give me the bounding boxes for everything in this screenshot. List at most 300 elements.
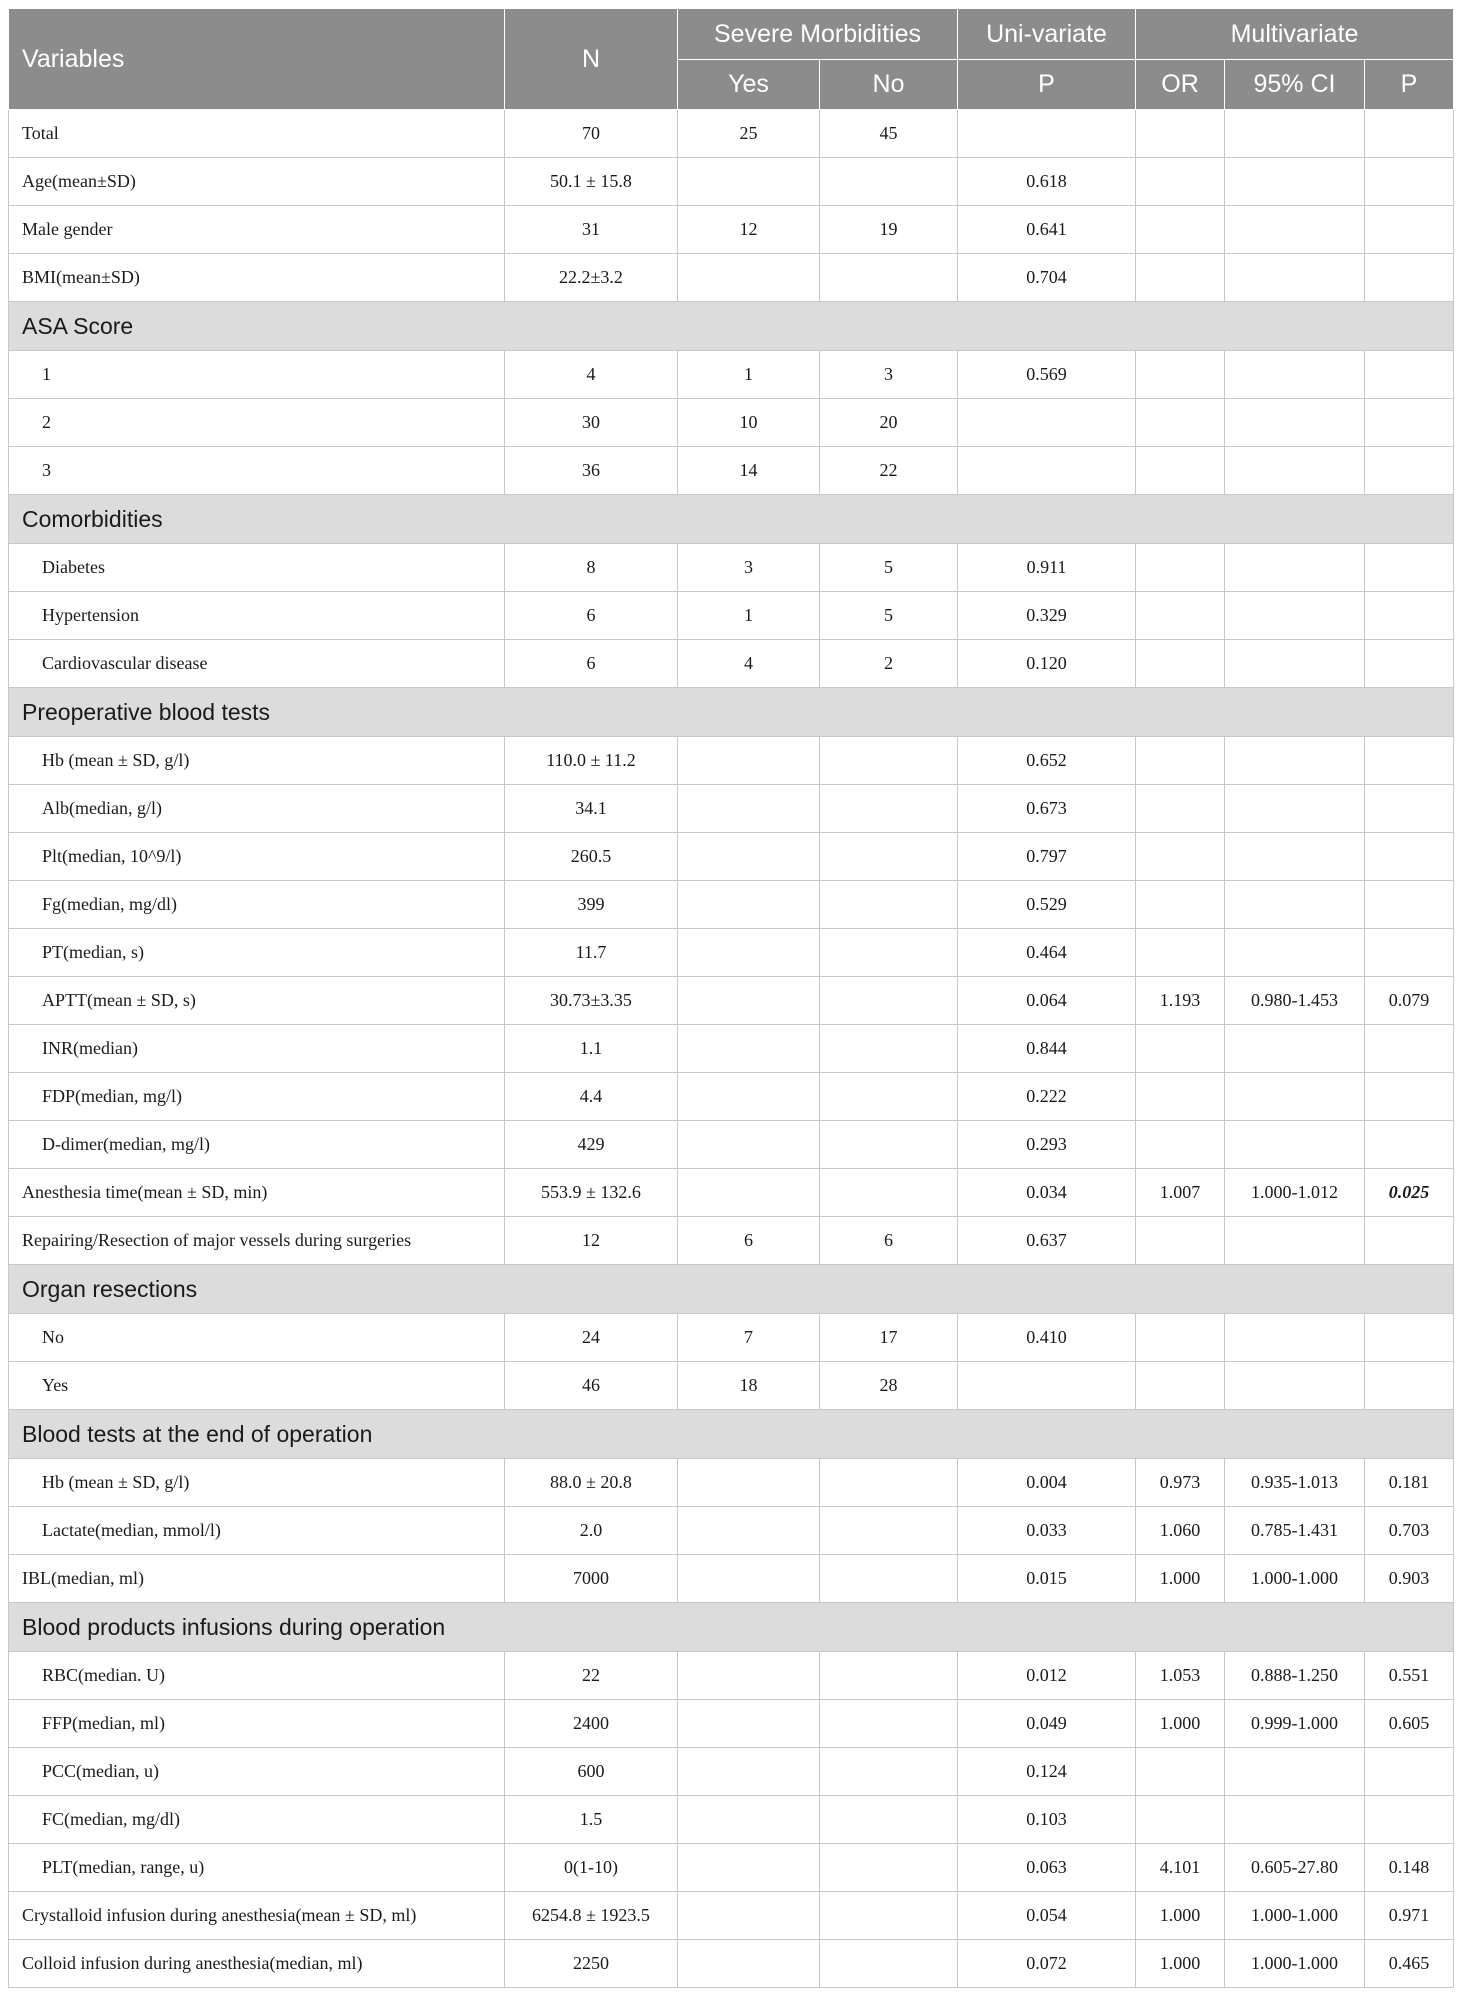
cell-or — [1136, 1217, 1225, 1265]
cell-ci — [1225, 1121, 1365, 1169]
cell-variable: Yes — [9, 1362, 505, 1410]
cell-p-univariate: 0.844 — [958, 1025, 1136, 1073]
cell-ci — [1225, 399, 1365, 447]
cell-variable: PCC(median, u) — [9, 1748, 505, 1796]
cell-ci — [1225, 929, 1365, 977]
cell-p-multivariate: 0.181 — [1365, 1459, 1454, 1507]
cell-n: 12 — [505, 1217, 678, 1265]
cell-p-multivariate — [1365, 1025, 1454, 1073]
table-row — [9, 1748, 1454, 1796]
cell-n: 88.0 ± 20.8 — [505, 1459, 678, 1507]
section-row — [9, 1410, 1454, 1459]
cell-p-univariate: 0.652 — [958, 737, 1136, 785]
table-row — [9, 399, 1454, 447]
cell-p-univariate: 0.673 — [958, 785, 1136, 833]
cell-ci: 0.888-1.250 — [1225, 1652, 1365, 1700]
cell-yes — [678, 1940, 820, 1988]
table-row — [9, 737, 1454, 785]
table-row — [9, 254, 1454, 302]
cell-p-univariate — [958, 110, 1136, 158]
cell-no: 5 — [820, 544, 958, 592]
table-row — [9, 785, 1454, 833]
cell-p-multivariate: 0.079 — [1365, 977, 1454, 1025]
cell-p-multivariate: 0.551 — [1365, 1652, 1454, 1700]
cell-variable: No — [9, 1314, 505, 1362]
cell-n: 110.0 ± 11.2 — [505, 737, 678, 785]
cell-no: 22 — [820, 447, 958, 495]
section-label: Organ resections — [9, 1265, 1454, 1314]
cell-ci: 0.605-27.80 — [1225, 1844, 1365, 1892]
cell-p-multivariate — [1365, 1362, 1454, 1410]
cell-p-multivariate: 0.605 — [1365, 1700, 1454, 1748]
table-row — [9, 977, 1454, 1025]
cell-variable: 1 — [9, 351, 505, 399]
table-row — [9, 833, 1454, 881]
cell-n: 70 — [505, 110, 678, 158]
cell-n: 553.9 ± 132.6 — [505, 1169, 678, 1217]
cell-variable: Fg(median, mg/dl) — [9, 881, 505, 929]
cell-no — [820, 1748, 958, 1796]
cell-variable: Alb(median, g/l) — [9, 785, 505, 833]
cell-p-multivariate — [1365, 158, 1454, 206]
cell-no — [820, 881, 958, 929]
cell-yes: 10 — [678, 399, 820, 447]
cell-variable: Male gender — [9, 206, 505, 254]
cell-no — [820, 1892, 958, 1940]
table-row — [9, 1892, 1454, 1940]
cell-variable: Hb (mean ± SD, g/l) — [9, 1459, 505, 1507]
header-p-multivariate: P — [1365, 60, 1454, 110]
cell-no — [820, 1073, 958, 1121]
cell-p-univariate: 0.015 — [958, 1555, 1136, 1603]
table-row — [9, 110, 1454, 158]
cell-ci: 0.980-1.453 — [1225, 977, 1365, 1025]
cell-p-multivariate — [1365, 833, 1454, 881]
header-variables: Variables — [9, 9, 505, 110]
cell-p-multivariate: 0.025 — [1365, 1169, 1454, 1217]
cell-no — [820, 1940, 958, 1988]
cell-n: 6254.8 ± 1923.5 — [505, 1892, 678, 1940]
cell-p-univariate: 0.064 — [958, 977, 1136, 1025]
table-row — [9, 1507, 1454, 1555]
cell-or: 4.101 — [1136, 1844, 1225, 1892]
section-row — [9, 1265, 1454, 1314]
table-row — [9, 1025, 1454, 1073]
cell-yes — [678, 1507, 820, 1555]
cell-n: 30.73±3.35 — [505, 977, 678, 1025]
cell-n: 4 — [505, 351, 678, 399]
cell-n: 2250 — [505, 1940, 678, 1988]
cell-or: 1.007 — [1136, 1169, 1225, 1217]
cell-yes — [678, 1555, 820, 1603]
cell-n: 31 — [505, 206, 678, 254]
cell-n: 2.0 — [505, 1507, 678, 1555]
cell-ci — [1225, 737, 1365, 785]
cell-or — [1136, 737, 1225, 785]
section-row — [9, 1603, 1454, 1652]
cell-ci: 0.935-1.013 — [1225, 1459, 1365, 1507]
cell-p-multivariate — [1365, 1796, 1454, 1844]
cell-ci — [1225, 206, 1365, 254]
cell-variable: PLT(median, range, u) — [9, 1844, 505, 1892]
cell-p-univariate: 0.529 — [958, 881, 1136, 929]
cell-p-univariate: 0.637 — [958, 1217, 1136, 1265]
cell-n: 6 — [505, 592, 678, 640]
cell-variable: FFP(median, ml) — [9, 1700, 505, 1748]
cell-or: 1.060 — [1136, 1507, 1225, 1555]
results-table-container — [8, 8, 1453, 1988]
cell-yes — [678, 785, 820, 833]
cell-p-multivariate — [1365, 351, 1454, 399]
cell-no: 28 — [820, 1362, 958, 1410]
header-no: No — [820, 60, 958, 110]
section-label: Preoperative blood tests — [9, 688, 1454, 737]
cell-or — [1136, 592, 1225, 640]
section-label: Blood tests at the end of operation — [9, 1410, 1454, 1459]
cell-or — [1136, 206, 1225, 254]
cell-or — [1136, 640, 1225, 688]
cell-or — [1136, 1748, 1225, 1796]
cell-p-univariate: 0.329 — [958, 592, 1136, 640]
cell-n: 11.7 — [505, 929, 678, 977]
cell-variable: Age(mean±SD) — [9, 158, 505, 206]
cell-n: 36 — [505, 447, 678, 495]
section-row — [9, 302, 1454, 351]
cell-p-univariate: 0.410 — [958, 1314, 1136, 1362]
cell-yes — [678, 1844, 820, 1892]
cell-no — [820, 737, 958, 785]
cell-variable: 2 — [9, 399, 505, 447]
cell-or — [1136, 1025, 1225, 1073]
cell-n: 46 — [505, 1362, 678, 1410]
cell-ci — [1225, 881, 1365, 929]
cell-yes — [678, 1796, 820, 1844]
cell-variable: BMI(mean±SD) — [9, 254, 505, 302]
cell-or — [1136, 399, 1225, 447]
cell-yes: 14 — [678, 447, 820, 495]
cell-variable: 3 — [9, 447, 505, 495]
cell-n: 4.4 — [505, 1073, 678, 1121]
table-row — [9, 1217, 1454, 1265]
cell-ci: 1.000-1.000 — [1225, 1892, 1365, 1940]
cell-variable: IBL(median, ml) — [9, 1555, 505, 1603]
cell-ci — [1225, 544, 1365, 592]
cell-ci — [1225, 1362, 1365, 1410]
cell-n: 260.5 — [505, 833, 678, 881]
cell-no: 6 — [820, 1217, 958, 1265]
cell-n: 22 — [505, 1652, 678, 1700]
table-row — [9, 1121, 1454, 1169]
header-univariate: Uni-variate — [958, 9, 1136, 60]
cell-ci — [1225, 351, 1365, 399]
table-row — [9, 1073, 1454, 1121]
cell-yes — [678, 1169, 820, 1217]
cell-n: 600 — [505, 1748, 678, 1796]
cell-variable: Diabetes — [9, 544, 505, 592]
cell-no: 2 — [820, 640, 958, 688]
cell-p-univariate: 0.222 — [958, 1073, 1136, 1121]
table-row — [9, 544, 1454, 592]
cell-p-univariate: 0.012 — [958, 1652, 1136, 1700]
cell-or — [1136, 254, 1225, 302]
cell-p-univariate: 0.704 — [958, 254, 1136, 302]
cell-or — [1136, 881, 1225, 929]
section-label: Blood products infusions during operation — [9, 1603, 1454, 1652]
cell-no — [820, 254, 958, 302]
cell-p-multivariate — [1365, 399, 1454, 447]
cell-p-multivariate: 0.703 — [1365, 1507, 1454, 1555]
cell-yes: 12 — [678, 206, 820, 254]
cell-p-multivariate — [1365, 929, 1454, 977]
cell-p-univariate: 0.054 — [958, 1892, 1136, 1940]
cell-or — [1136, 1121, 1225, 1169]
cell-p-univariate: 0.797 — [958, 833, 1136, 881]
table-row — [9, 447, 1454, 495]
cell-n: 8 — [505, 544, 678, 592]
cell-variable: Anesthesia time(mean ± SD, min) — [9, 1169, 505, 1217]
cell-no — [820, 1652, 958, 1700]
cell-ci — [1225, 640, 1365, 688]
cell-variable: Cardiovascular disease — [9, 640, 505, 688]
header-ci: 95% CI — [1225, 60, 1365, 110]
cell-p-multivariate — [1365, 110, 1454, 158]
cell-variable: Plt(median, 10^9/l) — [9, 833, 505, 881]
cell-no: 5 — [820, 592, 958, 640]
cell-or — [1136, 1362, 1225, 1410]
cell-variable: PT(median, s) — [9, 929, 505, 977]
cell-variable: FDP(median, mg/l) — [9, 1073, 505, 1121]
cell-variable: Colloid infusion during anesthesia(median, ml) — [9, 1940, 505, 1988]
cell-or: 1.193 — [1136, 977, 1225, 1025]
cell-n: 1.1 — [505, 1025, 678, 1073]
cell-ci: 1.000-1.012 — [1225, 1169, 1365, 1217]
header-p-univariate: P — [958, 60, 1136, 110]
cell-n: 30 — [505, 399, 678, 447]
header-n: N — [505, 9, 678, 110]
table-header — [9, 9, 1454, 110]
cell-p-univariate: 0.004 — [958, 1459, 1136, 1507]
table-row — [9, 1169, 1454, 1217]
table-row — [9, 351, 1454, 399]
cell-p-multivariate: 0.465 — [1365, 1940, 1454, 1988]
cell-p-multivariate — [1365, 447, 1454, 495]
cell-yes: 4 — [678, 640, 820, 688]
cell-n: 7000 — [505, 1555, 678, 1603]
table-row — [9, 929, 1454, 977]
header-severe-morbidities: Severe Morbidities — [678, 9, 958, 60]
cell-p-multivariate — [1365, 881, 1454, 929]
cell-variable: INR(median) — [9, 1025, 505, 1073]
cell-no — [820, 1459, 958, 1507]
cell-ci: 0.785-1.431 — [1225, 1507, 1365, 1555]
cell-variable: Total — [9, 110, 505, 158]
section-label: Comorbidities — [9, 495, 1454, 544]
cell-yes — [678, 1025, 820, 1073]
section-row — [9, 688, 1454, 737]
cell-yes — [678, 881, 820, 929]
cell-yes — [678, 929, 820, 977]
cell-no: 19 — [820, 206, 958, 254]
cell-no — [820, 158, 958, 206]
table-row — [9, 1700, 1454, 1748]
cell-p-univariate: 0.103 — [958, 1796, 1136, 1844]
cell-no: 20 — [820, 399, 958, 447]
cell-p-univariate: 0.033 — [958, 1507, 1136, 1555]
cell-p-univariate: 0.072 — [958, 1940, 1136, 1988]
cell-ci: 0.999-1.000 — [1225, 1700, 1365, 1748]
table-body — [9, 110, 1454, 1988]
cell-p-univariate — [958, 1362, 1136, 1410]
cell-ci — [1225, 1217, 1365, 1265]
section-row — [9, 495, 1454, 544]
cell-yes — [678, 1700, 820, 1748]
cell-variable: Lactate(median, mmol/l) — [9, 1507, 505, 1555]
cell-p-univariate — [958, 399, 1136, 447]
cell-ci: 1.000-1.000 — [1225, 1555, 1365, 1603]
cell-no — [820, 833, 958, 881]
cell-yes — [678, 737, 820, 785]
header-yes: Yes — [678, 60, 820, 110]
cell-yes: 1 — [678, 351, 820, 399]
cell-p-univariate: 0.464 — [958, 929, 1136, 977]
cell-n: 2400 — [505, 1700, 678, 1748]
cell-no: 17 — [820, 1314, 958, 1362]
cell-ci — [1225, 110, 1365, 158]
cell-no — [820, 929, 958, 977]
cell-yes: 7 — [678, 1314, 820, 1362]
table-row — [9, 1940, 1454, 1988]
cell-no — [820, 785, 958, 833]
table-row — [9, 1844, 1454, 1892]
cell-n: 429 — [505, 1121, 678, 1169]
table-row — [9, 158, 1454, 206]
cell-yes — [678, 158, 820, 206]
cell-ci — [1225, 447, 1365, 495]
cell-p-multivariate — [1365, 206, 1454, 254]
cell-p-multivariate — [1365, 785, 1454, 833]
cell-yes — [678, 1459, 820, 1507]
table-row — [9, 640, 1454, 688]
cell-no — [820, 1555, 958, 1603]
cell-p-univariate: 0.293 — [958, 1121, 1136, 1169]
cell-p-univariate — [958, 447, 1136, 495]
cell-yes: 18 — [678, 1362, 820, 1410]
cell-p-univariate: 0.049 — [958, 1700, 1136, 1748]
cell-ci — [1225, 833, 1365, 881]
cell-or — [1136, 1073, 1225, 1121]
cell-n: 22.2±3.2 — [505, 254, 678, 302]
cell-p-multivariate: 0.971 — [1365, 1892, 1454, 1940]
cell-no: 3 — [820, 351, 958, 399]
cell-variable: FC(median, mg/dl) — [9, 1796, 505, 1844]
cell-yes: 25 — [678, 110, 820, 158]
cell-n: 34.1 — [505, 785, 678, 833]
cell-or — [1136, 351, 1225, 399]
cell-p-multivariate — [1365, 254, 1454, 302]
cell-ci: 1.000-1.000 — [1225, 1940, 1365, 1988]
cell-yes — [678, 1748, 820, 1796]
cell-n: 0(1-10) — [505, 1844, 678, 1892]
cell-variable: RBC(median. U) — [9, 1652, 505, 1700]
cell-no — [820, 977, 958, 1025]
cell-p-multivariate: 0.903 — [1365, 1555, 1454, 1603]
header-multivariate: Multivariate — [1136, 9, 1454, 60]
table-row — [9, 1555, 1454, 1603]
cell-no — [820, 1025, 958, 1073]
table-row — [9, 1362, 1454, 1410]
cell-no — [820, 1121, 958, 1169]
cell-variable: Crystalloid infusion during anesthesia(mean ± SD, ml) — [9, 1892, 505, 1940]
cell-p-multivariate — [1365, 1314, 1454, 1362]
table-row — [9, 1314, 1454, 1362]
cell-p-multivariate — [1365, 592, 1454, 640]
cell-p-multivariate — [1365, 1073, 1454, 1121]
table-row — [9, 1459, 1454, 1507]
cell-yes: 1 — [678, 592, 820, 640]
cell-no — [820, 1844, 958, 1892]
cell-yes — [678, 977, 820, 1025]
cell-p-multivariate — [1365, 1748, 1454, 1796]
cell-or — [1136, 1314, 1225, 1362]
cell-p-univariate: 0.120 — [958, 640, 1136, 688]
cell-ci — [1225, 592, 1365, 640]
cell-or: 1.000 — [1136, 1555, 1225, 1603]
cell-yes — [678, 833, 820, 881]
cell-or — [1136, 833, 1225, 881]
cell-n: 50.1 ± 15.8 — [505, 158, 678, 206]
cell-n: 1.5 — [505, 1796, 678, 1844]
cell-p-univariate: 0.618 — [958, 158, 1136, 206]
cell-or: 1.000 — [1136, 1940, 1225, 1988]
table-row — [9, 881, 1454, 929]
table-row — [9, 1652, 1454, 1700]
cell-p-multivariate — [1365, 1217, 1454, 1265]
cell-n: 24 — [505, 1314, 678, 1362]
cell-p-multivariate — [1365, 544, 1454, 592]
cell-p-univariate: 0.063 — [958, 1844, 1136, 1892]
cell-yes: 3 — [678, 544, 820, 592]
cell-variable: D-dimer(median, mg/l) — [9, 1121, 505, 1169]
table-row — [9, 592, 1454, 640]
cell-p-multivariate — [1365, 640, 1454, 688]
cell-or — [1136, 158, 1225, 206]
cell-ci — [1225, 785, 1365, 833]
cell-no — [820, 1507, 958, 1555]
cell-ci — [1225, 158, 1365, 206]
cell-no — [820, 1796, 958, 1844]
cell-no — [820, 1700, 958, 1748]
cell-no — [820, 1169, 958, 1217]
cell-p-univariate: 0.034 — [958, 1169, 1136, 1217]
cell-ci — [1225, 1314, 1365, 1362]
cell-yes — [678, 1073, 820, 1121]
cell-p-multivariate — [1365, 737, 1454, 785]
cell-or: 1.053 — [1136, 1652, 1225, 1700]
cell-p-univariate: 0.911 — [958, 544, 1136, 592]
cell-or — [1136, 544, 1225, 592]
cell-yes — [678, 1892, 820, 1940]
section-label: ASA Score — [9, 302, 1454, 351]
cell-p-multivariate — [1365, 1121, 1454, 1169]
results-table — [8, 8, 1454, 1988]
cell-variable: Hypertension — [9, 592, 505, 640]
cell-or — [1136, 929, 1225, 977]
cell-ci — [1225, 1025, 1365, 1073]
cell-ci — [1225, 254, 1365, 302]
cell-variable: Repairing/Resection of major vessels during surgeries — [9, 1217, 505, 1265]
cell-p-univariate: 0.124 — [958, 1748, 1136, 1796]
cell-or — [1136, 785, 1225, 833]
